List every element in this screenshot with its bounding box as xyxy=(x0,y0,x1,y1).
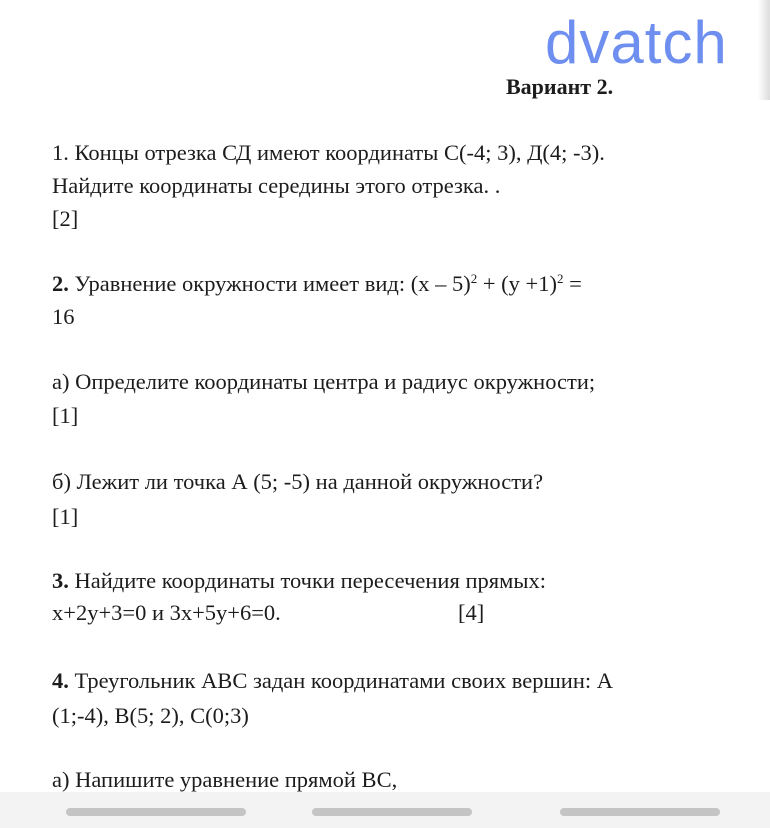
task2-text-part3: = xyxy=(563,271,582,296)
variant-title: Вариант 2. xyxy=(506,74,614,99)
task4a-text: а) Напишите уравнение прямой ВС, xyxy=(52,767,398,792)
page-indicator-2[interactable] xyxy=(312,808,472,816)
task2-line2: 16 xyxy=(52,304,75,329)
task2-line1 xyxy=(52,269,582,299)
task2-text-part1: Уравнение окружности имеет вид: (x – 5) xyxy=(68,271,471,296)
task2-exponent-1: 2 xyxy=(470,271,478,286)
task3-line1 xyxy=(52,566,546,596)
page-edge-shadow xyxy=(758,0,770,100)
task1-number: 1. xyxy=(52,140,69,165)
watermark-logo: dvatch xyxy=(545,9,728,76)
task2b-score: [1] xyxy=(52,504,79,529)
task2b-text: б) Лежит ли точка А (5; -5) на данной окружности? xyxy=(52,469,544,494)
task2-exponent-2: 2 xyxy=(556,271,564,286)
task1-score: [2] xyxy=(52,206,79,231)
task3-text: Найдите координаты точки пересечения прямых: xyxy=(68,568,546,593)
task1-line1 xyxy=(52,138,605,168)
task2-text-part2: + (y +1) xyxy=(477,271,557,296)
task3-line2: x+2y+3=0 и 3x+5y+6=0. xyxy=(52,600,281,625)
page-indicator-1[interactable] xyxy=(66,808,246,816)
task2a-score: [1] xyxy=(52,403,79,428)
page-indicator-3[interactable] xyxy=(560,808,720,816)
task1-line2: Найдите координаты середины этого отрезка. . xyxy=(52,173,501,198)
task4-text: Треугольник АВС задан координатами своих вершин: А xyxy=(68,668,613,693)
task3-number: 3. xyxy=(52,568,69,593)
task4-line1 xyxy=(52,666,613,696)
task1-text: Концы отрезка СД имеют координаты С(-4; 3), Д(4; -3). xyxy=(68,140,605,165)
task2-number: 2. xyxy=(52,271,69,296)
task4-number: 4. xyxy=(52,668,69,693)
task2a-text: а) Определите координаты центра и радиус окружности; xyxy=(52,369,596,394)
task3-score: [4] xyxy=(458,600,485,625)
task4-line2: (1;-4), В(5; 2), С(0;3) xyxy=(52,703,249,728)
